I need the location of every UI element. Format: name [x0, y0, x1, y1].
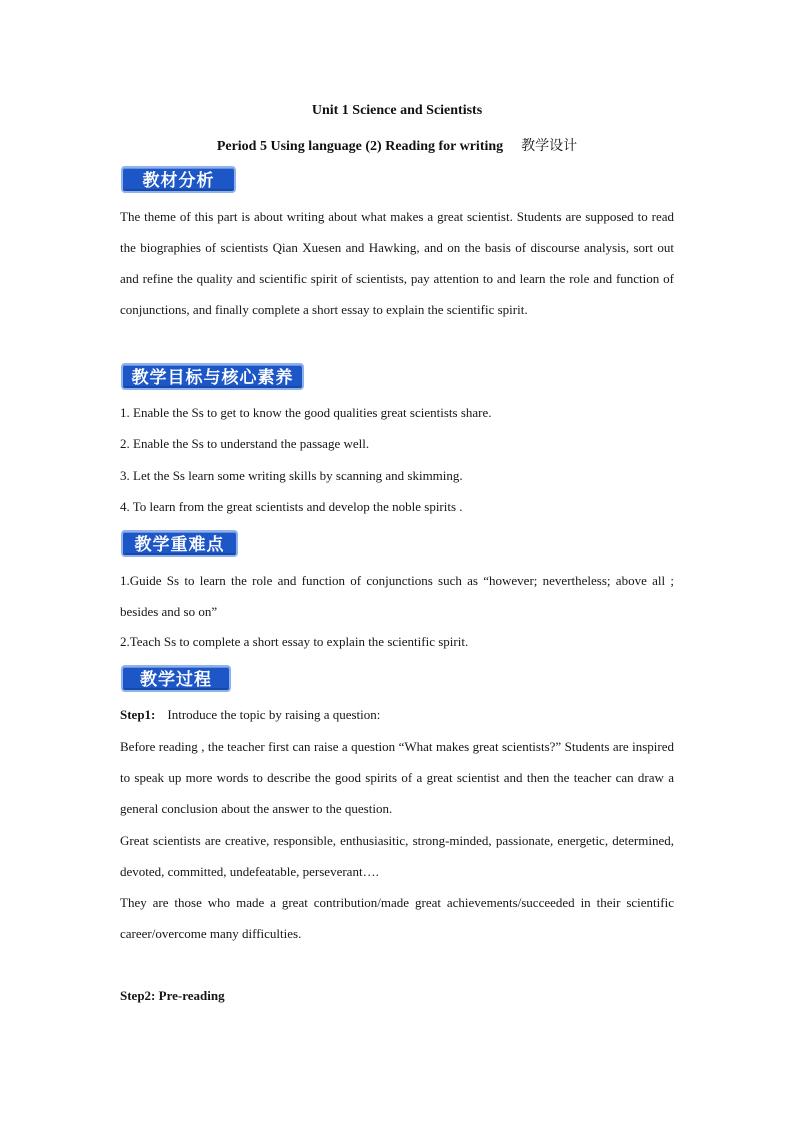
- objective-item: 1. Enable the Ss to get to know the good qualities great scientists share.: [120, 405, 492, 420]
- section-badge-analysis: 教材分析: [121, 166, 236, 193]
- document-subtitle: [0, 135, 794, 155]
- objective-item: 2. Enable the Ss to understand the passage well.: [120, 436, 370, 451]
- process-paragraph: Great scientists are creative, responsible, enthusiasitic, strong-minded, passionate, energetic, determined, devoted, committed, undefeatable, perseverant….: [120, 833, 674, 879]
- section-badge-process: 教学过程: [121, 665, 231, 692]
- analysis-paragraph: The theme of this part is about writing about what makes a great scientist. Students are supposed to read the biographies of scientists Qian Xuesen and Hawking, and on the basis of discourse analysis, sort out and refine the quality and scientific spirit of scientists, pay attention to and learn the role and function of conjunctions, and finally complete a short essay to explain the scientific spirit.: [120, 209, 674, 317]
- objective-item: 3. Let the Ss learn some writing skills by scanning and skimming.: [120, 468, 463, 483]
- section-badge-key-points: 教学重难点: [121, 530, 238, 557]
- subtitle-text: Period 5 Using language (2) Reading for writing: [216, 139, 504, 154]
- step1-text: Introduce the topic by raising a question:: [167, 707, 381, 722]
- key-point-item: 2.Teach Ss to complete a short essay to explain the scientific spirit.: [120, 634, 469, 649]
- step2-heading: Step2: Pre-reading: [120, 988, 225, 1003]
- key-point-item: 1.Guide Ss to learn the role and function of conjunctions such as “however; nevertheless; above all ; besides and so on”: [120, 573, 674, 619]
- step1-label: Step1:: [120, 707, 156, 722]
- subtitle-cn: 教学设计: [521, 138, 578, 154]
- section-badge-objectives: 教学目标与核心素养: [121, 363, 304, 390]
- process-paragraph: Before reading , the teacher first can raise a question “What makes great scientists?” Students are inspired to speak up more words to describe the good spirits of a great scientist and then the teacher can draw a general conclusion about the answer to the question.: [120, 739, 674, 816]
- objective-item: 4. To learn from the great scientists and develop the noble spirits .: [120, 499, 463, 514]
- step1-heading: [120, 705, 674, 725]
- document-title: Unit 1 Science and Scientists: [311, 103, 483, 118]
- process-paragraph: They are those who made a great contribution/made great achievements/succeeded in their scientific career/overcome many difficulties.: [120, 895, 674, 941]
